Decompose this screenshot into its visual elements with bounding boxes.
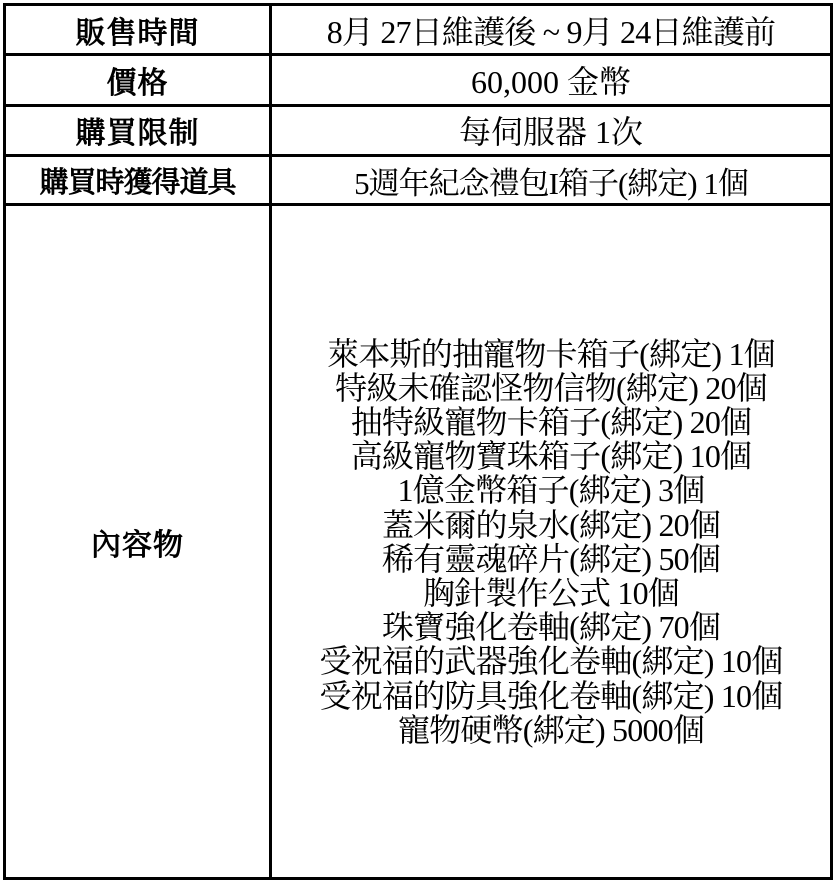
sale-period-value: 8月 27日維護後 ~ 9月 24日維護前 <box>271 5 832 55</box>
contents-row <box>5 205 832 879</box>
list-item: 稀有靈魂碎片(綁定) 50個 <box>381 540 721 577</box>
price-row <box>5 55 832 105</box>
purchase-bonus-label: 購買時獲得道具 <box>5 156 271 205</box>
sale-period-row <box>5 5 832 55</box>
package-info-table <box>3 3 833 880</box>
sale-period-label: 販售時間 <box>5 5 271 55</box>
list-item: 蓋米爾的泉水(綁定) 20個 <box>381 506 721 543</box>
purchase-bonus-value: 5週年紀念禮包I箱子(綁定) 1個 <box>271 156 832 205</box>
list-item: 受祝福的防具強化卷軸(綁定) 10個 <box>319 677 783 714</box>
list-item: 1億金幣箱子(綁定) 3個 <box>397 472 705 509</box>
list-item: 珠寶強化卷軸(綁定) 70個 <box>381 609 721 646</box>
purchase-limit-row <box>5 105 832 155</box>
list-item: 寵物硬幣(綁定) 5000個 <box>397 711 705 748</box>
contents-cell <box>271 205 832 879</box>
purchase-bonus-row <box>5 156 832 205</box>
list-item: 抽特級寵物卡箱子(綁定) 20個 <box>350 403 752 440</box>
contents-list <box>272 337 830 747</box>
list-item: 胸針製作公式 10個 <box>422 574 679 611</box>
list-item: 萊本斯的抽寵物卡箱子(綁定) 1個 <box>327 335 775 372</box>
purchase-limit-value: 每伺服器 1次 <box>271 105 832 155</box>
price-label: 價格 <box>5 55 271 105</box>
purchase-limit-label: 購買限制 <box>5 105 271 155</box>
list-item: 受祝福的武器強化卷軸(綁定) 10個 <box>319 643 783 680</box>
price-value: 60,000 金幣 <box>271 55 832 105</box>
list-item: 高級寵物寶珠箱子(綁定) 10個 <box>350 438 752 475</box>
list-item: 特級未確認怪物信物(綁定) 20個 <box>335 369 767 406</box>
contents-label: 內容物 <box>5 205 271 879</box>
